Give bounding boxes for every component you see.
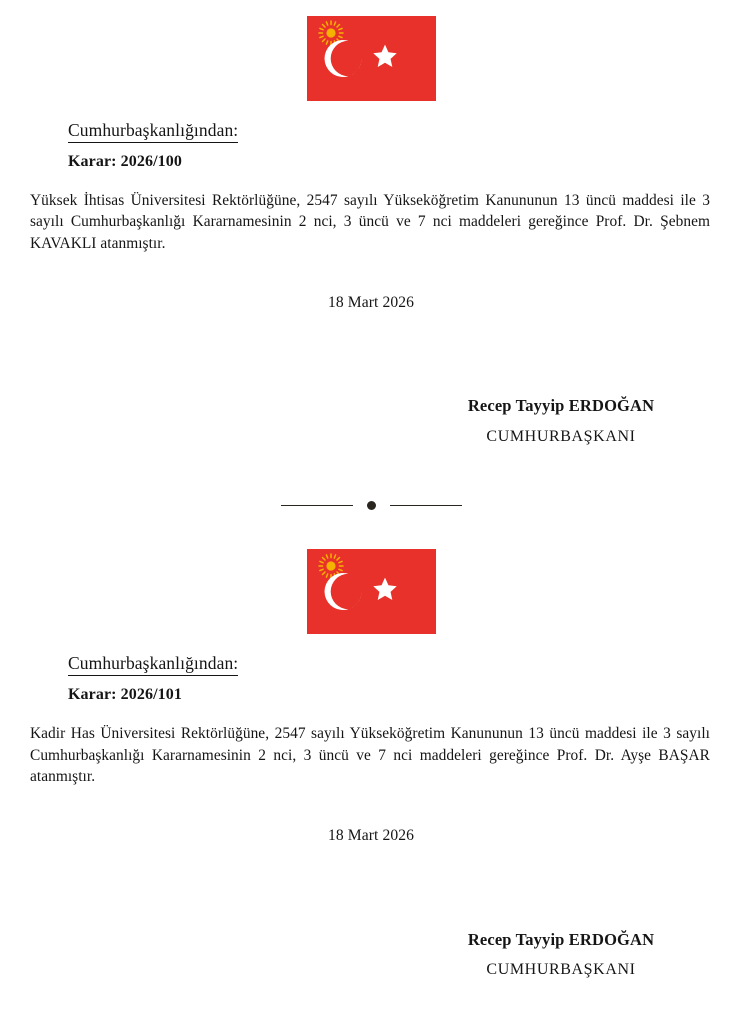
flag-container bbox=[0, 16, 742, 101]
signer-title: CUMHURBAŞKANI bbox=[486, 961, 636, 979]
divider-rule-right bbox=[390, 505, 462, 506]
decision-number: Karar: 2026/100 bbox=[68, 152, 182, 170]
decree-heading bbox=[0, 653, 742, 704]
turkish-flag-icon bbox=[307, 16, 436, 101]
issuing-authority: Cumhurbaşkanlığından: bbox=[68, 653, 238, 676]
turkish-flag-icon bbox=[307, 549, 436, 634]
divider-rule-left bbox=[281, 505, 353, 506]
decree-block bbox=[0, 549, 742, 979]
ornamental-divider bbox=[0, 501, 742, 510]
decision-number: Karar: 2026/101 bbox=[68, 685, 182, 703]
decree-date: 18 Mart 2026 bbox=[327, 826, 415, 844]
decree-heading bbox=[0, 120, 742, 171]
decree-body-text: Yüksek İhtisas Üniversitesi Rektörlüğüne, 2547 sayılı Yükseköğretim Kanununun 13 üncü maddesi ile 3 sayılı Cumhurbaşkanlığı Kararnamesinin 2 nci, 3 üncü ve 7 nci maddeleri gereğince Prof. Dr. Şebnem KAVAKLI atanmıştır. bbox=[30, 191, 710, 253]
signer-title: CUMHURBAŞKANI bbox=[486, 428, 636, 446]
signature-block bbox=[0, 930, 742, 980]
decree-body-text: Kadir Has Üniversitesi Rektörlüğüne, 2547 sayılı Yükseköğretim Kanununun 13 üncü maddesi ile 3 sayılı Cumhurbaşkanlığı Kararnamesinin 2 nci, 3 üncü ve 7 nci maddeleri gereğince Prof. Dr. Ayşe BAŞAR atanmıştır. bbox=[30, 725, 710, 786]
issuing-authority: Cumhurbaşkanlığından: bbox=[68, 120, 238, 143]
signer-name: Recep Tayyip ERDOĞAN bbox=[467, 396, 655, 416]
signature-block bbox=[0, 396, 742, 446]
decree-block bbox=[0, 0, 742, 446]
divider-dot-icon bbox=[367, 501, 376, 510]
flag-container bbox=[0, 549, 742, 634]
signer-name: Recep Tayyip ERDOĞAN bbox=[467, 929, 655, 949]
decree-date: 18 Mart 2026 bbox=[327, 293, 415, 311]
